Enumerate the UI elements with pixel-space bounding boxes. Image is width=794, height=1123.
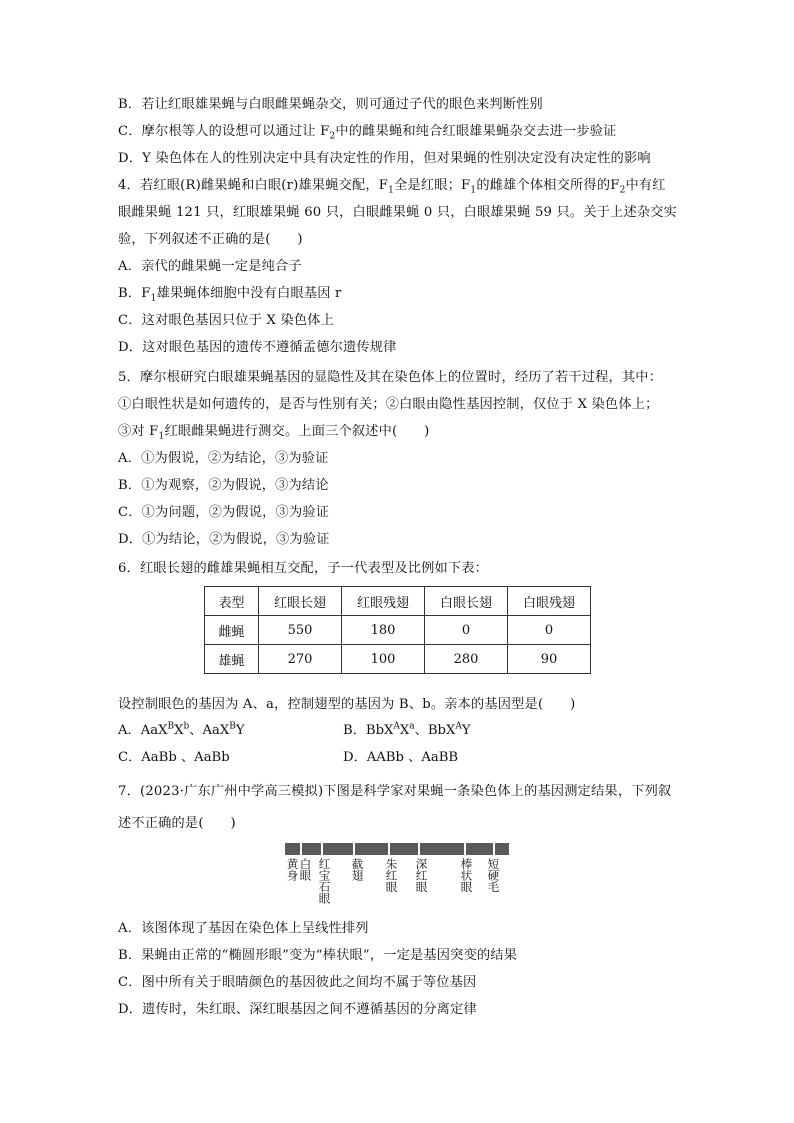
- q6-option-a: A．$AaX^BX^b$、AaX$^B$Y: [118, 721, 245, 738]
- table-row: [205, 645, 591, 674]
- chromosome-segment: [495, 843, 509, 855]
- chromosome-segment: [390, 843, 418, 855]
- table-cell: 雌蝇: [205, 616, 259, 645]
- q7-option-d: D．遗传时，朱红眼、深红眼基因之间不遵循基因的分离定律: [118, 1002, 477, 1017]
- gene-label: 截翅: [350, 858, 365, 881]
- table-header-cell: 红眼长翅: [259, 587, 342, 616]
- q5-option-b: B．①为观察，②为假说，③为结论: [118, 478, 329, 493]
- table-cell: 270: [259, 645, 342, 674]
- q7-stem-line-2: 述不正确的是( ): [118, 816, 236, 831]
- chromosome-segment: [355, 843, 388, 855]
- table-header-cell: 红眼残翅: [342, 587, 425, 616]
- gene-label: 深红眼: [414, 858, 429, 893]
- chromosome-segment: [323, 843, 353, 855]
- q4-stem-line-2: 眼雌果蝇 121 只，红眼雄果蝇 60 只，白眼雌果蝇 0 只，白眼雄果蝇 59 只。关于上述杂交实: [118, 205, 678, 220]
- chromosome-segment: [420, 843, 464, 855]
- chromosome-segment: [302, 843, 321, 855]
- q5-stem-line-3: ③对 $F_1$红眼雌果蝇进行测交。上面三个叙述中( ): [118, 424, 430, 442]
- gene-label: 红宝石眼: [317, 858, 332, 904]
- q6-option-b: B．$BbX^AX^a$、BbX$^A$Y: [343, 721, 471, 738]
- q5-stem-line-2: ①白眼性状是如何遗传的，是否与性别有关；②白眼由隐性基因控制，仅位于 X 染色体上；: [118, 397, 659, 412]
- chromosome-segment: [285, 843, 300, 855]
- q5-stem-line-1: 5．摩尔根研究白眼雄果蝇基因的显隐性及其在染色体上的位置时，经历了若干过程，其中：: [118, 370, 663, 385]
- q3-option-c: C．摩尔根等人的设想可以通过让 $F_2$中的雌果蝇和纯合红眼雄果蝇杂交去进一步验证: [118, 124, 617, 142]
- table-cell: 90: [508, 645, 591, 674]
- q6-option-d: D．AABb 、AaBB: [343, 750, 459, 765]
- q7-option-a: A．该图体现了基因在染色体上呈线性排列: [118, 921, 369, 936]
- gene-label: 短硬毛: [486, 858, 501, 893]
- gene-label: 白眼: [298, 858, 313, 881]
- gene-label: 棒状眼: [459, 858, 474, 893]
- q4-stem-line-1: 4．若红眼(R)雌果蝇和白眼(r)雄果蝇交配，$F_1$全是红眼；$F_1$的雌雄个体相交所得的$F_2$中有红: [118, 178, 666, 196]
- table-cell: 0: [508, 616, 591, 645]
- chromosome-segment: [466, 843, 493, 855]
- q5-option-a: A．①为假说，②为结论，③为验证: [118, 451, 329, 466]
- table-header-cell: 白眼长翅: [425, 587, 508, 616]
- q4-option-b: B．$F_1$雄果蝇体细胞中没有白眼基因 r: [118, 286, 342, 304]
- chromosome-bar: [285, 843, 509, 855]
- table-cell: 雄蝇: [205, 645, 259, 674]
- table-cell: 0: [425, 616, 508, 645]
- q7-option-b: B．果蝇由正常的“椭圆形眼”变为“棒状眼”，一定是基因突变的结果: [118, 948, 518, 963]
- table-cell: 100: [342, 645, 425, 674]
- gene-label: 朱红眼: [384, 858, 399, 893]
- q3-option-d: D．Y 染色体在人的性别决定中具有决定性的作用，但对果蝇的性别决定没有决定性的影响: [118, 151, 651, 166]
- q3-option-b: B．若让红眼雄果蝇与白眼雌果蝇杂交，则可通过子代的眼色来判断性别: [118, 97, 543, 112]
- table-header-cell: 白眼残翅: [508, 587, 591, 616]
- q4-option-a: A．亲代的雌果蝇一定是纯合子: [118, 259, 302, 274]
- q6-option-c: C．AaBb 、AaBb: [118, 750, 230, 765]
- table-cell: 280: [425, 645, 508, 674]
- table-row: [205, 616, 591, 645]
- table-cell: 180: [342, 616, 425, 645]
- q6-question: 设控制眼色的基因为 A、a，控制翅型的基因为 B、b。亲本的基因型是( ): [118, 697, 576, 712]
- q6-stem: 6．红眼长翅的雌雄果蝇相互交配，子一代表型及比例如下表：: [118, 561, 489, 576]
- phenotype-table: [204, 586, 591, 674]
- q5-option-d: D．①为结论，②为假说，③为验证: [118, 532, 330, 547]
- q4-option-d: D．这对眼色基因的遗传不遵循孟德尔遗传规律: [118, 340, 397, 355]
- q7-stem-line-1: 7．(2023·广东广州中学高三模拟)下图是科学家对果蝇一条染色体上的基因测定结果，下列叙: [118, 784, 672, 799]
- q4-stem-line-3: 验，下列叙述不正确的是( ): [118, 232, 303, 247]
- q7-option-c: C．图中所有关于眼睛颜色的基因彼此之间均不属于等位基因: [118, 975, 477, 990]
- q4-option-c: C．这对眼色基因只位于 X 染色体上: [118, 313, 335, 328]
- gene-label: 黄身: [285, 858, 300, 881]
- table-header-row: [205, 587, 591, 616]
- q5-option-c: C．①为问题，②为假说，③为验证: [118, 505, 330, 520]
- table-header-cell: 表型: [205, 587, 259, 616]
- table-cell: 550: [259, 616, 342, 645]
